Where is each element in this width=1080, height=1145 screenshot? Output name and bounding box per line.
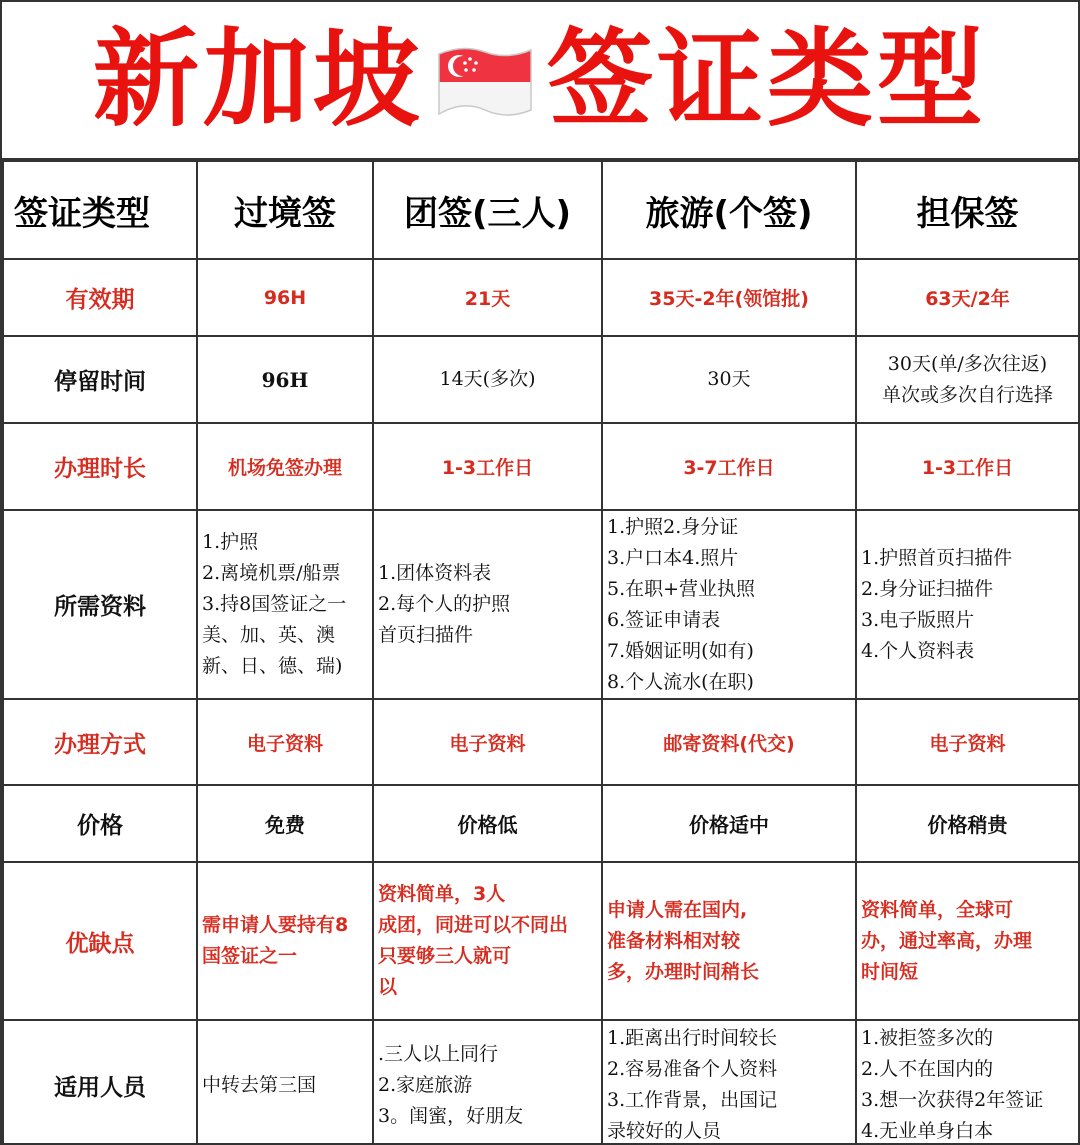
stay-tourist: 30天 [602, 336, 856, 423]
pros-group [373, 862, 602, 1020]
materials-guarantee [856, 510, 1079, 699]
text-line: 3。闺蜜，好朋友 [378, 1104, 524, 1127]
header-cell-guarantee: 担保签 [856, 161, 1079, 259]
method-transit: 电子资料 [197, 699, 373, 785]
processing-transit: 机场免签办理 [197, 423, 373, 510]
header-row [3, 161, 1079, 259]
processing-tourist: 3-7工作日 [602, 423, 856, 510]
text-line: 申请人需在国内, [607, 898, 748, 921]
title-left: 新加坡 [93, 18, 423, 141]
row-label-pros-cons: 优缺点 [3, 862, 197, 1020]
singapore-flag-icon [433, 44, 537, 118]
applicable-tourist [602, 1020, 856, 1145]
row-label-method: 办理方式 [3, 699, 197, 785]
text-line: .三人以上同行 [378, 1042, 499, 1065]
row-validity [3, 259, 1079, 336]
text-line: 新、日、德、瑞) [202, 655, 343, 677]
text-line: 2.容易准备个人资料 [607, 1058, 778, 1080]
applicable-group [373, 1020, 602, 1145]
row-processing [3, 423, 1079, 510]
row-pros-cons [3, 862, 1079, 1020]
text-line: 1.被拒签多次的 [861, 1027, 994, 1049]
text-line: 首页扫描件 [378, 624, 474, 646]
text-line: 3.持8国签证之一 [202, 593, 347, 615]
header-cell-transit: 过境签 [197, 161, 373, 259]
text-line: 1.护照首页扫描件 [861, 546, 1013, 569]
text-line: 2.家庭旅游 [378, 1073, 473, 1096]
text-line: 2.人不在国内的 [861, 1058, 994, 1080]
text-line: 30天(单/多次往返) [887, 352, 1048, 375]
text-line: 1.护照 [202, 531, 259, 553]
text-line: 国签证之一 [202, 945, 298, 967]
text-line: 6.签证申请表 [607, 608, 721, 631]
row-label-processing: 办理时长 [3, 423, 197, 510]
text-line: 1.护照2.身分证 [607, 515, 739, 538]
row-method [3, 699, 1079, 785]
text-line: 1.团体资料表 [378, 562, 492, 584]
method-tourist: 邮寄资料(代交) [602, 699, 856, 785]
text-line: 准备材料相对较 [607, 929, 741, 952]
text-line: 资料简单，3人 [378, 883, 506, 905]
price-group: 价格低 [373, 785, 602, 862]
row-label-applicable: 适用人员 [3, 1020, 197, 1145]
row-stay [3, 336, 1079, 423]
pros-tourist [602, 862, 856, 1020]
stay-group: 14天(多次) [373, 336, 602, 423]
header-cell-type: 签证类型 [3, 161, 197, 259]
applicable-guarantee [856, 1020, 1079, 1145]
row-label-stay: 停留时间 [3, 336, 197, 423]
text-line: 8.个人流水(在职) [607, 670, 754, 693]
materials-tourist [602, 510, 856, 699]
processing-group: 1-3工作日 [373, 423, 602, 510]
title-banner [2, 2, 1078, 160]
price-tourist: 价格适中 [602, 785, 856, 862]
text-line: 3.工作背景，出国记 [607, 1089, 778, 1111]
title-right: 签证类型 [547, 18, 987, 141]
row-price [3, 785, 1079, 862]
stay-guarantee [856, 336, 1079, 423]
text-line: 4.个人资料表 [861, 639, 975, 662]
text-line: 4.无业单身白本 [861, 1120, 994, 1142]
text-line: 2.身分证扫描件 [861, 577, 994, 600]
text-line: 2.每个人的护照 [378, 593, 511, 615]
row-applicable [3, 1020, 1079, 1145]
visa-table [2, 160, 1080, 1145]
stay-transit: 96H [197, 336, 373, 423]
row-label-materials: 所需资料 [3, 510, 197, 699]
text-line: 需申请人要持有8 [202, 914, 349, 936]
row-label-validity: 有效期 [3, 259, 197, 336]
method-guarantee: 电子资料 [856, 699, 1079, 785]
text-line: 只要够三人就可 [378, 945, 512, 967]
text-line: 办，通过率高，办理 [861, 929, 1033, 952]
text-line: 单次或多次自行选择 [881, 383, 1053, 406]
page-title [93, 18, 987, 141]
text-line: 5.在职+营业执照 [607, 577, 756, 600]
applicable-transit [197, 1020, 373, 1145]
materials-group [373, 510, 602, 699]
text-line: 美、加、英、澳 [202, 624, 336, 646]
price-transit: 免费 [197, 785, 373, 862]
text-line: 1.距离出行时间较长 [607, 1027, 778, 1049]
text-line: 2.离境机票/船票 [202, 562, 341, 584]
price-guarantee: 价格稍贵 [856, 785, 1079, 862]
text-line: 录较好的人员 [607, 1120, 722, 1142]
header-cell-tourist: 旅游(个签) [602, 161, 856, 259]
method-group: 电子资料 [373, 699, 602, 785]
text-line: 3.电子版照片 [861, 608, 975, 631]
text-line: 多，办理时间稍长 [607, 960, 760, 983]
validity-transit: 96H [197, 259, 373, 336]
text-line: 成团，同进可以不同出 [378, 914, 569, 936]
text-line: 3.想一次获得2年签证 [861, 1089, 1044, 1111]
text-line: 3.户口本4.照片 [607, 546, 739, 569]
text-line: 中转去第三国 [202, 1073, 317, 1096]
row-label-price: 价格 [3, 785, 197, 862]
pros-guarantee [856, 862, 1079, 1020]
materials-transit [197, 510, 373, 699]
row-materials [3, 510, 1079, 699]
text-line: 7.婚姻证明(如有) [607, 639, 754, 662]
text-line: 以 [378, 976, 398, 998]
validity-guarantee: 63天/2年 [856, 259, 1079, 336]
header-cell-group: 团签(三人) [373, 161, 602, 259]
processing-guarantee: 1-3工作日 [856, 423, 1079, 510]
text-line: 资料简单，全球可 [861, 898, 1014, 921]
text-line: 时间短 [861, 960, 919, 983]
pros-transit [197, 862, 373, 1020]
validity-tourist: 35天-2年(领馆批) [602, 259, 856, 336]
validity-group: 21天 [373, 259, 602, 336]
